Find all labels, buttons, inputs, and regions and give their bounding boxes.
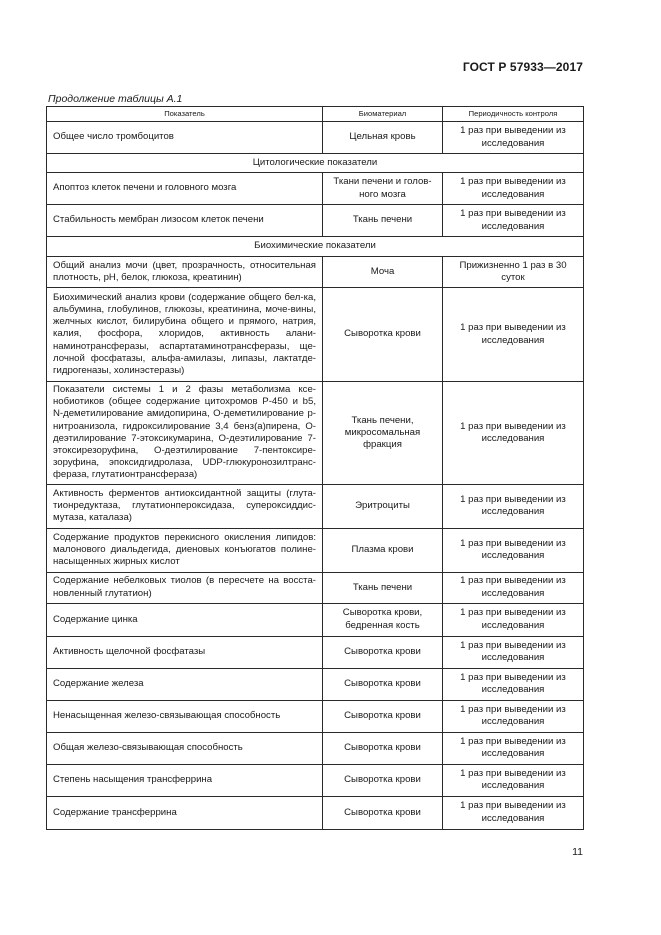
table-row	[47, 257, 584, 288]
indicator-cell: Содержание продуктов перекисного окисления липидов: малонового диальдегида, диеновых конъюгатов полине-насыщенных жирных кислот	[47, 528, 323, 572]
indicator-cell: Стабильность мембран лизосом клеток печени	[47, 205, 323, 237]
biomaterial-cell: Сыворотка крови	[323, 732, 443, 764]
periodicity-cell: 1 раз при выведении из исследования	[443, 732, 584, 764]
biomaterial-cell: Плазма крови	[323, 528, 443, 572]
periodicity-cell: 1 раз при выведении из исследования	[443, 528, 584, 572]
biomaterial-cell: Ткань печени	[323, 572, 443, 603]
periodicity-cell: 1 раз при выведении из исследования	[443, 636, 584, 668]
periodicity-cell: 1 раз при выведении из исследования	[443, 572, 584, 603]
indicator-cell: Активность щелочной фосфатазы	[47, 636, 323, 668]
indicator-cell: Содержание трансферрина	[47, 796, 323, 829]
table-row	[47, 173, 584, 205]
periodicity-cell: 1 раз при выведении из исследования	[443, 288, 584, 382]
page-number: 11	[572, 846, 583, 858]
table-row	[47, 528, 584, 572]
biomaterial-cell: Сыворотка крови	[323, 288, 443, 382]
section-title: Цитологические показатели	[47, 154, 584, 173]
table-row	[47, 572, 584, 603]
biomaterial-cell: Эритроциты	[323, 484, 443, 528]
indicators-table	[46, 106, 584, 830]
biomaterial-cell: Моча	[323, 257, 443, 288]
document-number: ГОСТ Р 57933—2017	[462, 60, 583, 74]
biomaterial-cell: Сыворотка крови	[323, 668, 443, 700]
table-caption: Продолжение таблицы А.1	[48, 93, 183, 105]
table-row	[47, 668, 584, 700]
periodicity-cell: 1 раз при выведении из исследования	[443, 205, 584, 237]
biomaterial-cell: Сыворотка крови	[323, 700, 443, 732]
indicator-cell: Степень насыщения трансферрина	[47, 764, 323, 796]
table-row	[47, 603, 584, 636]
periodicity-cell: 1 раз при выведении из исследования	[443, 484, 584, 528]
table-row	[47, 764, 584, 796]
indicator-cell: Содержание цинка	[47, 603, 323, 636]
table-row	[47, 796, 584, 829]
indicator-cell: Апоптоз клеток печени и головного мозга	[47, 173, 323, 205]
indicator-cell: Содержание железа	[47, 668, 323, 700]
indicator-cell: Показатели системы 1 и 2 фазы метаболизма ксе-нобиотиков (общее содержание цитохромов Р-450 и b5, N-деметилирование амидопирина, О-деметилирование р-нитроанизола, гидроксилирование 3,4 бенз(а)пирена, О-деэтилирование 7-этоксикумарина, О-деэтилирование 7-этоксирезоруфина, О-деэтилирование 7-пентоксире-зоруфина, эпоксидгидролаза, UDP-глюкуронозилтранс-фераза, глутатионтрансфераза)	[47, 382, 323, 485]
biomaterial-cell: Ткани печени и голов-ного мозга	[323, 173, 443, 205]
periodicity-cell: 1 раз при выведении из исследования	[443, 796, 584, 829]
periodicity-cell: Прижизненно 1 раз в 30 суток	[443, 257, 584, 288]
column-header-biomaterial: Биоматериал	[323, 107, 443, 122]
table-row	[47, 484, 584, 528]
indicator-cell: Биохимический анализ крови (содержание общего бел-ка, альбумина, глобулинов, глюкозы, креатинина, моче-вины, желчных кислот, билирубина общего и прямого, натрия, калия, фосфора, хлоридов, активность алани-наминотрансферазы, аспартатаминотрансферазы, ще-лочной фосфатазы, альфа-амилазы, липазы, лактатде-гидрогеназы, холинэстеразы)	[47, 288, 323, 382]
periodicity-cell: 1 раз при выведении из исследования	[443, 122, 584, 154]
indicator-cell: Активность ферментов антиоксидантной защиты (глута-тионредуктаза, глутатионпероксидаза, супероксиддис-мутаза, каталаза)	[47, 484, 323, 528]
periodicity-cell: 1 раз при выведении из исследования	[443, 668, 584, 700]
table-row	[47, 636, 584, 668]
indicator-cell: Общее число тромбоцитов	[47, 122, 323, 154]
table-row	[47, 700, 584, 732]
biomaterial-cell: Ткань печени	[323, 205, 443, 237]
column-header-indicator: Показатель	[47, 107, 323, 122]
periodicity-cell: 1 раз при выведении из исследования	[443, 382, 584, 485]
biomaterial-cell: Сыворотка крови	[323, 636, 443, 668]
biomaterial-cell: Сыворотка крови	[323, 796, 443, 829]
section-title: Биохимические показатели	[47, 237, 584, 257]
table-row	[47, 288, 584, 382]
table-row	[47, 205, 584, 237]
indicator-cell: Общая железо-связывающая способность	[47, 732, 323, 764]
periodicity-cell: 1 раз при выведении из исследования	[443, 700, 584, 732]
indicator-cell: Ненасыщенная железо-связывающая способность	[47, 700, 323, 732]
section-header-row	[47, 154, 584, 173]
biomaterial-cell: Сыворотка крови, бедренная кость	[323, 603, 443, 636]
biomaterial-cell: Сыворотка крови	[323, 764, 443, 796]
biomaterial-cell: Цельная кровь	[323, 122, 443, 154]
periodicity-cell: 1 раз при выведении из исследования	[443, 764, 584, 796]
section-header-row	[47, 237, 584, 257]
indicator-cell: Содержание небелковых тиолов (в пересчете на восста-новленный глутатион)	[47, 572, 323, 603]
biomaterial-cell: Ткань печени, микросомальная фракция	[323, 382, 443, 485]
table-header-row	[47, 107, 584, 122]
indicator-cell: Общий анализ мочи (цвет, прозрачность, относительная плотность, pH, белок, глюкоза, креатинин)	[47, 257, 323, 288]
table-row	[47, 122, 584, 154]
table-row	[47, 732, 584, 764]
table-body	[47, 122, 584, 830]
periodicity-cell: 1 раз при выведении из исследования	[443, 173, 584, 205]
column-header-periodicity: Периодичность контроля	[443, 107, 584, 122]
periodicity-cell: 1 раз при выведении из исследования	[443, 603, 584, 636]
table-row	[47, 382, 584, 485]
